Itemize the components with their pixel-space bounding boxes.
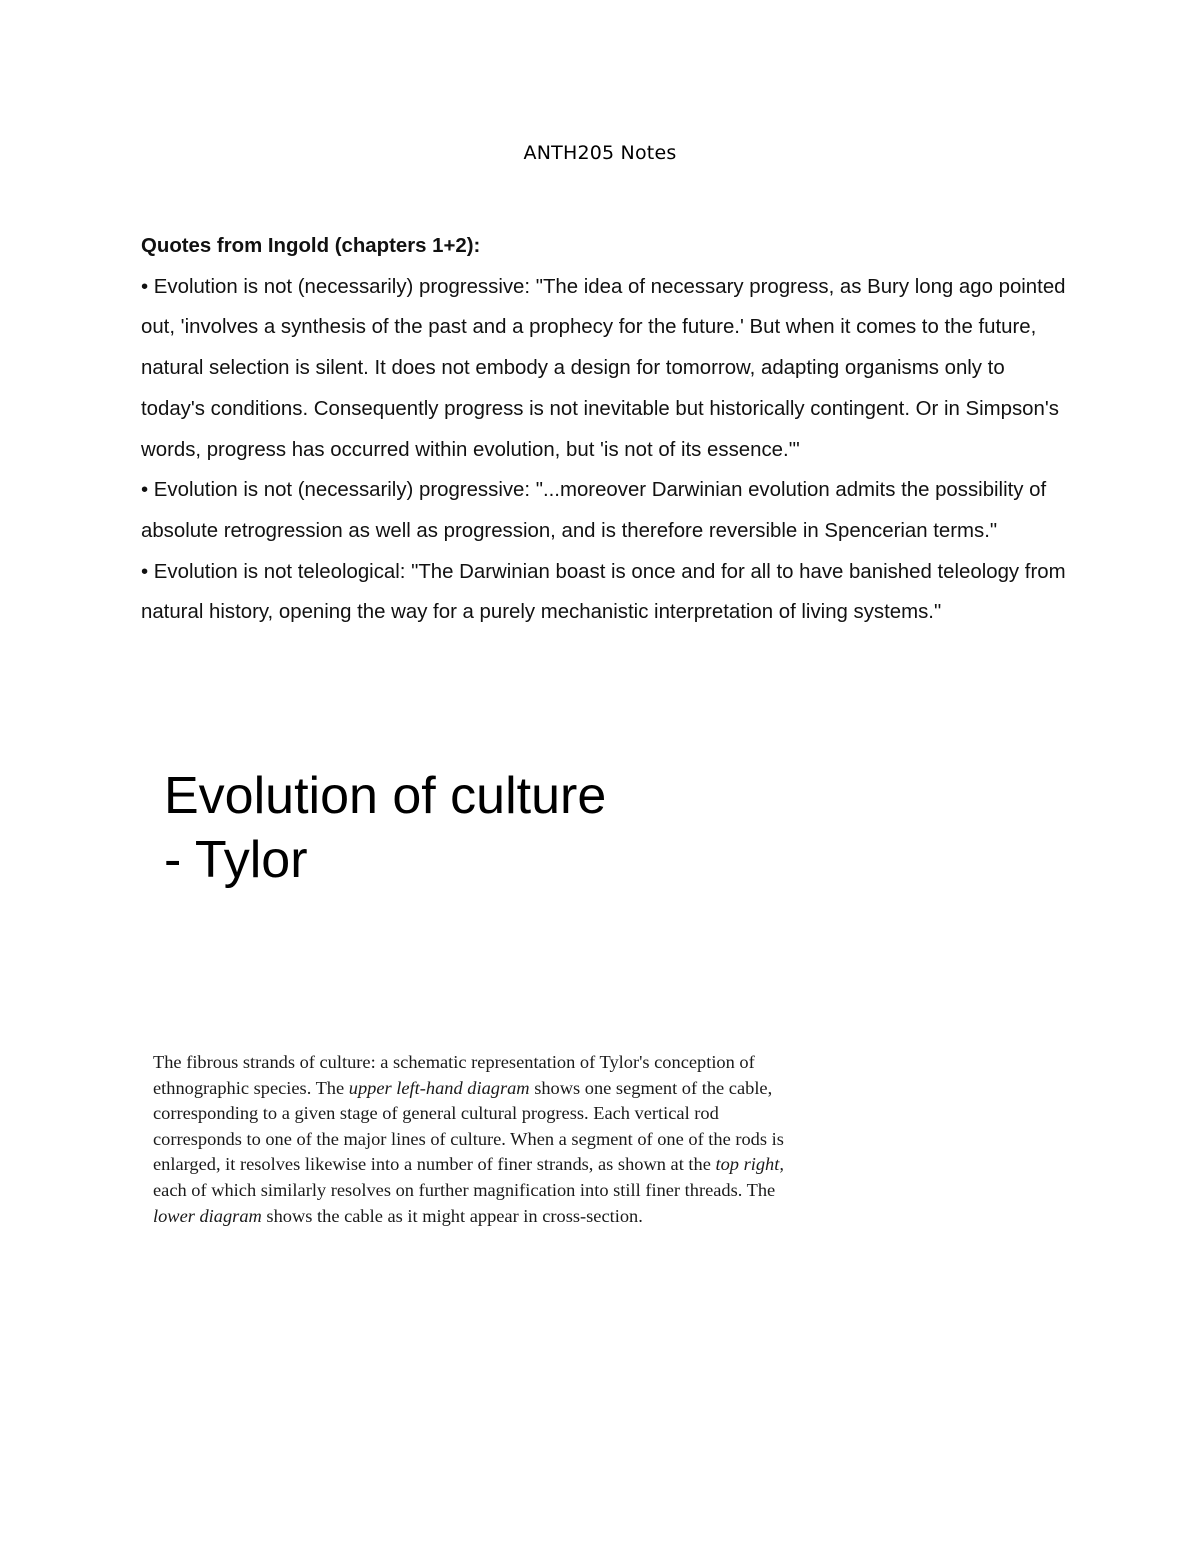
caption-text-3: each of which similarly resolves on further magnification into still finer threads. The [153,1179,776,1200]
quote-bullet-progress-1: • Evolution is not (necessarily) progressive: "The idea of necessary progress, as Bury long ago pointed out, 'involves a synthesis of the past and a prophecy for the future.' But when it comes to the future, natural selection is silent. It does not embody a design for tomorrow, adapting organisms only to today's conditions. Consequently progress is not inevitable but historically contingent. Or in Simpson's words, progress has occurred within evolution, but 'is not of its essence.'" [141,275,1066,461]
section-heading: Quotes from Ingold (chapters 1+2): [141,235,481,257]
page-title: ANTH205 Notes [523,142,677,164]
caption-text-1: The fibrous strands of culture: a schematic representation of Tylor's conception of ethnographic species. The [153,1052,755,1098]
caption-emphasis-upper-left: upper left-hand diagram [348,1077,530,1098]
caption-text-2: shows one segment of the cable, corresponding to a given stage of general cultural progress. Each vertical rod corresponds to one of the major lines of culture. When a segment of one of the rods is enlarged, it resolves likewise into a number of finer strands, as shown at the [153,1077,784,1175]
slide-title-line-2: - Tylor [164,831,308,889]
caption-text-4: shows the cable as it might appear in cross-section. [261,1205,643,1226]
slide-title [164,764,864,892]
caption-emphasis-top-right: top right, [715,1154,784,1175]
caption-emphasis-lower: lower diagram [153,1205,262,1226]
slide-title-line-1: Evolution of culture [164,767,607,825]
figure-caption [153,1050,793,1229]
quote-bullet-progress-2: • Evolution is not (necessarily) progressive: "...moreover Darwinian evolution admits the possibility of absolute retrogression as well as progression, and is therefore reversible in Spencerian terms." [141,479,1047,542]
quote-bullet-teleology: • Evolution is not teleological: "The Darwinian boast is once and for all to have banished teleology from natural history, opening the way for a purely mechanistic interpretation of living systems." [141,560,1066,624]
notes-body [141,226,1071,633]
